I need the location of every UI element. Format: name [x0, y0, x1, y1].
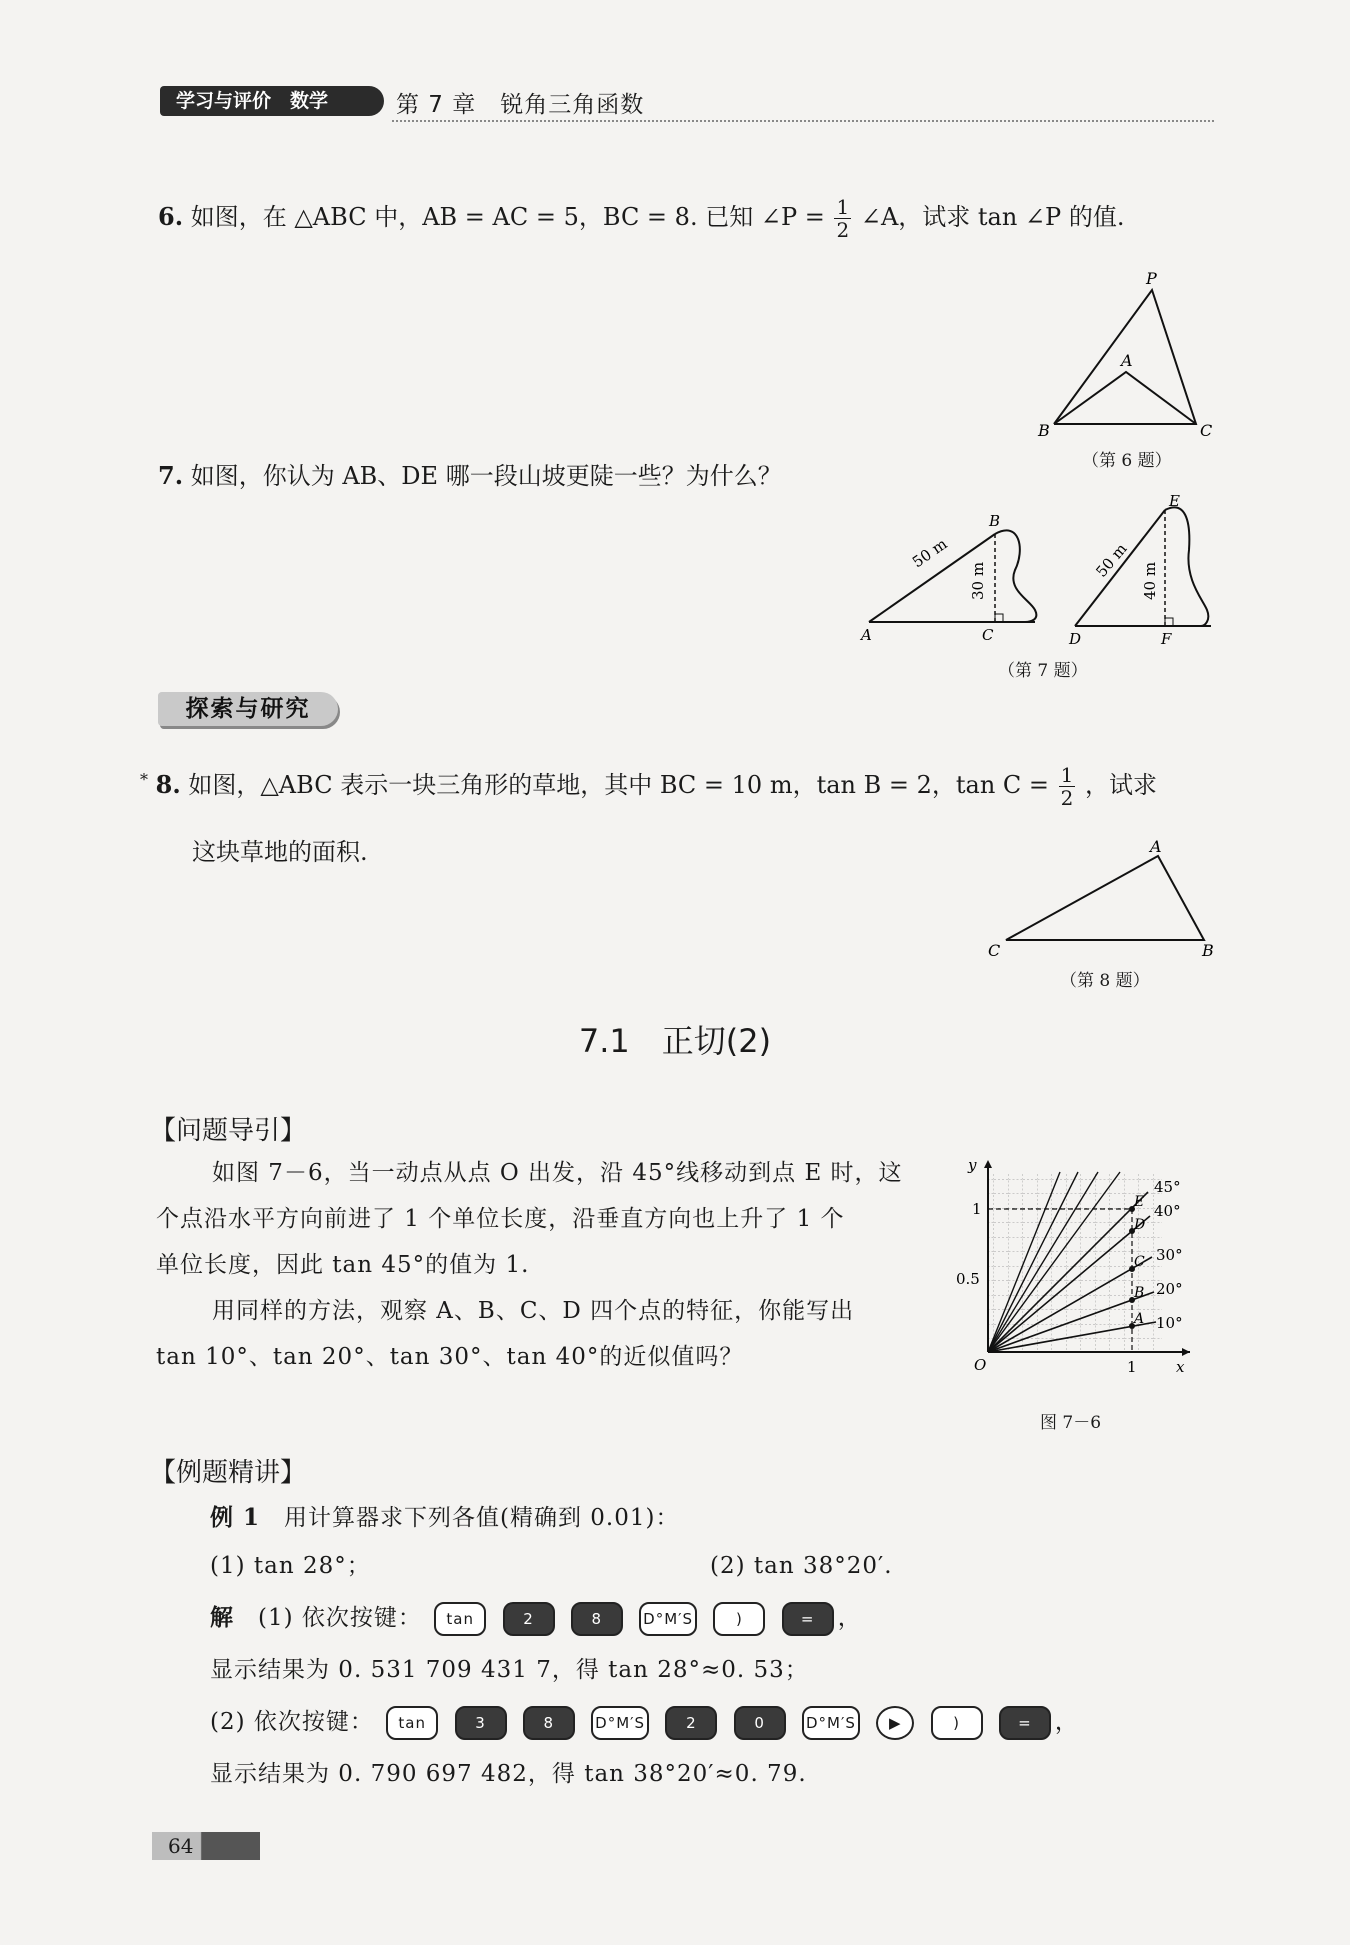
frac-denominator: 2	[1060, 786, 1074, 810]
label-b: B	[1134, 1285, 1145, 1301]
right-angle-f	[1165, 618, 1173, 626]
label-d: D	[1069, 630, 1082, 648]
tick-y-0-5: 0.5	[956, 1270, 980, 1288]
solution-1-result: 显示结果为 0. 531 709 431 7，得 tan 28°≈0. 53；	[210, 1657, 809, 1683]
guide-heading: 【问题导引】	[150, 1116, 307, 1146]
question-6-number: 6.	[158, 202, 184, 231]
figure-q7	[855, 490, 1220, 655]
triangle-abc	[1006, 856, 1204, 940]
x-axis-label: x	[1176, 1358, 1185, 1376]
question-7	[158, 460, 782, 492]
example-item-2: (2) tan 38°20′.	[710, 1553, 893, 1579]
label-b: B	[989, 512, 1001, 530]
figure-7-6	[950, 1150, 1210, 1380]
guide-line-4: 用同样的方法，观察 A、B、C、D 四个点的特征，你能写出	[212, 1298, 855, 1324]
label-d: D	[1134, 1217, 1146, 1233]
y-arrow-icon	[984, 1160, 992, 1168]
key-tan: tan	[434, 1602, 486, 1636]
question-6-fraction	[834, 196, 851, 241]
comma: ，	[1054, 1709, 1079, 1735]
question-8-fraction	[1059, 764, 1076, 809]
key-dms: D°M′S	[591, 1706, 649, 1740]
label-b: B	[1202, 941, 1214, 960]
question-7-text: 如图，你认为 AB、DE 哪一段山坡更陡一些？为什么？	[190, 462, 782, 490]
label-a: A	[1121, 351, 1133, 370]
mountain-left	[995, 530, 1036, 622]
guide-line-5: tan 10°、tan 20°、tan 30°、tan 40°的近似值吗？	[156, 1344, 744, 1370]
y-axis-label: y	[968, 1156, 977, 1174]
label-f: F	[1161, 630, 1172, 648]
question-8	[140, 764, 1157, 809]
frac-denominator: 2	[836, 218, 850, 242]
question-8-line-2: 这块草地的面积.	[192, 838, 368, 866]
frac-numerator: 1	[836, 195, 850, 219]
figure-q6	[1030, 262, 1230, 437]
question-7-number: 7.	[158, 461, 184, 490]
triangle-abc	[1054, 372, 1196, 424]
key-dms: D°M′S	[639, 1602, 697, 1636]
label-c: C	[982, 626, 994, 644]
frac-numerator: 1	[1060, 763, 1074, 787]
key-2: 2	[503, 1602, 555, 1636]
example-body	[210, 1494, 1079, 1798]
solution-label: 解	[210, 1604, 234, 1631]
label-e: E	[1169, 492, 1180, 510]
origin-label: O	[974, 1356, 987, 1374]
key-close-paren: )	[713, 1602, 765, 1636]
header-chapter: 第 7 章 锐角三角函数	[396, 92, 645, 118]
label-a: A	[1134, 1311, 1145, 1327]
key-equals: =	[782, 1602, 834, 1636]
example-title-line	[210, 1494, 1079, 1542]
label-b: B	[1038, 421, 1050, 437]
section-title: 7.1 正切(2)	[578, 1022, 772, 1060]
question-6-text-2: ∠A，试求 tan ∠P 的值.	[860, 203, 1125, 231]
tick-x-1: 1	[1127, 1358, 1137, 1376]
question-8-text-2: ，试求	[1085, 771, 1158, 799]
example-heading: 【例题精讲】	[150, 1458, 307, 1488]
header-book-badge	[160, 86, 384, 116]
question-8-text-1: 如图，△ABC 表示一块三角形的草地，其中 BC = 10 m，tan B = 2，tan C =	[188, 771, 1050, 799]
key-8: 8	[571, 1602, 623, 1636]
label-40m: 40 m	[1141, 561, 1159, 600]
solution-1-prefix: (1) 依次按键：	[258, 1605, 422, 1631]
label-30m: 30 m	[969, 561, 987, 600]
label-50m-right: 50 m	[1092, 539, 1131, 581]
key-right-arrow-icon: ▶	[876, 1706, 914, 1740]
angle-30: 30°	[1156, 1246, 1183, 1264]
question-6-text-1: 如图，在 △ABC 中，AB = AC = 5，BC = 8. 已知 ∠P =	[190, 203, 825, 231]
key-equals: =	[999, 1706, 1051, 1740]
x-arrow-icon	[1182, 1348, 1190, 1356]
label-a: A	[861, 626, 872, 644]
right-angle-c	[995, 614, 1003, 622]
angle-40: 40°	[1154, 1202, 1181, 1220]
caption-q8: （第 8 题）	[1060, 971, 1150, 991]
example-items	[210, 1542, 1079, 1590]
caption-q7: （第 7 题）	[998, 661, 1088, 681]
figure-7-6-caption: 图 7－6	[1040, 1413, 1102, 1433]
question-8-number: 8.	[155, 770, 181, 799]
guide-line-3: 单位长度，因此 tan 45°的值为 1.	[156, 1252, 530, 1278]
label-a: A	[1150, 837, 1162, 856]
key-tan: tan	[386, 1706, 438, 1740]
example-item-1: (1) tan 28°；	[210, 1553, 371, 1579]
key-8: 8	[523, 1706, 575, 1740]
label-e: E	[1134, 1194, 1145, 1210]
angle-45: 45°	[1154, 1178, 1181, 1196]
solution-2-prefix: (2) 依次按键：	[210, 1709, 374, 1735]
guide-line-1: 如图 7－6，当一动点从点 O 出发，沿 45°线移动到点 E 时，这	[212, 1160, 903, 1186]
solution-2-keys	[210, 1694, 1079, 1750]
solution-2-result: 显示结果为 0. 790 697 482，得 tan 38°20′≈0. 79.	[210, 1761, 807, 1787]
mountain-right	[1165, 507, 1208, 626]
guide-body	[156, 1150, 946, 1380]
label-c: C	[1200, 421, 1213, 437]
caption-q6: （第 6 题）	[1082, 451, 1172, 471]
question-8-star: *	[140, 770, 148, 789]
example-text: 用计算器求下列各值(精确到 0.01)：	[284, 1505, 680, 1531]
key-2: 2	[665, 1706, 717, 1740]
tick-y-1: 1	[972, 1200, 982, 1218]
guide-line-2: 个点沿水平方向前进了 1 个单位长度，沿垂直方向也上升了 1 个	[156, 1206, 845, 1232]
figure-q8	[980, 836, 1220, 966]
key-close-paren: )	[931, 1706, 983, 1740]
header-divider	[392, 120, 1214, 122]
section-tag-explore: 探索与研究	[158, 692, 338, 726]
angle-20: 20°	[1156, 1280, 1183, 1298]
page-number: 64	[168, 1834, 194, 1858]
label-p: P	[1146, 269, 1157, 288]
angle-10: 10°	[1156, 1314, 1183, 1332]
header-book-title: 学习与评价 数学	[176, 90, 329, 112]
label-c: C	[1134, 1254, 1145, 1270]
comma: ，	[837, 1605, 862, 1631]
question-6	[158, 196, 1124, 241]
key-dms: D°M′S	[802, 1706, 860, 1740]
solution-1-keys	[210, 1590, 1079, 1646]
key-0: 0	[734, 1706, 786, 1740]
label-c: C	[988, 941, 1001, 960]
example-label: 例 1	[210, 1504, 261, 1531]
key-3: 3	[455, 1706, 507, 1740]
label-50m-left: 50 m	[908, 534, 951, 572]
